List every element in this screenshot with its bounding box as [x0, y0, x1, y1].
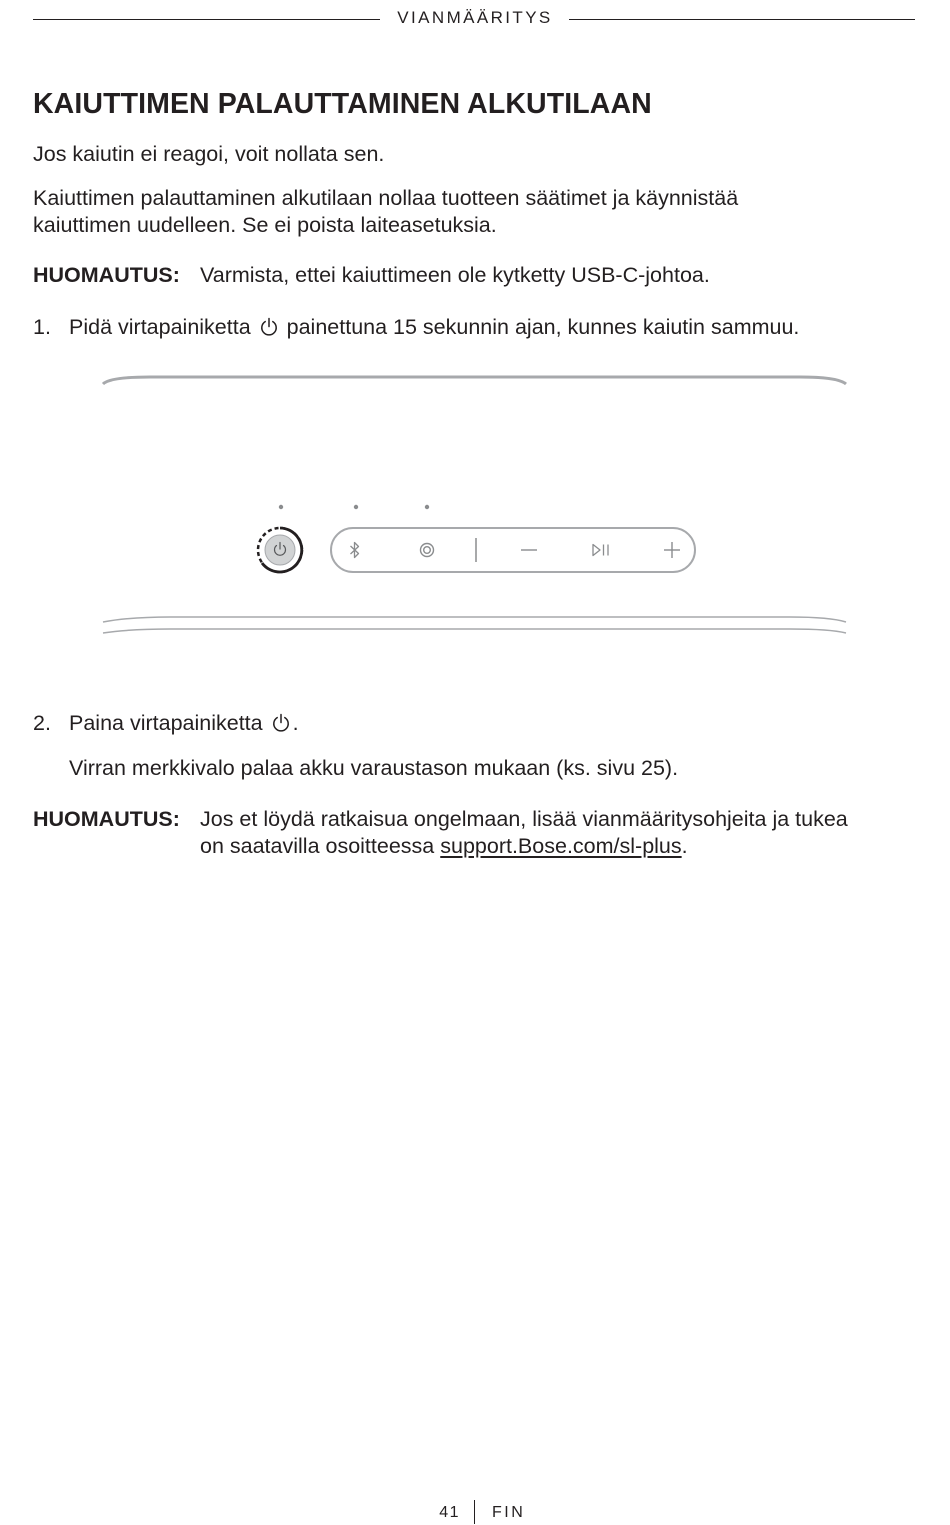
step-1-text-after: painettuna 15 sekunnin ajan, kunnes kaiutin sammuu.: [286, 315, 800, 339]
language-code: FIN: [492, 1504, 526, 1521]
header-rule-left: [33, 19, 380, 20]
note-label: HUOMAUTUS:: [33, 807, 180, 831]
power-button: [258, 528, 302, 572]
power-icon: [259, 317, 279, 337]
note-text-line-2: [200, 833, 688, 860]
step-2-text-after: .: [292, 711, 299, 735]
step-2-text: [69, 710, 299, 737]
footer-divider: [474, 1500, 475, 1524]
page-title: KAIUTTIMEN PALAUTTAMINEN ALKUTILAAN: [33, 88, 652, 120]
step-1-text-before: Pidä virtapainiketta: [69, 315, 251, 339]
note-text-line-2-before: on saatavilla osoitteessa: [200, 834, 435, 858]
support-link[interactable]: support.Bose.com/sl-plus: [440, 834, 682, 858]
page-number: 41: [439, 1504, 460, 1521]
step-2-text-before: Paina virtapainiketta: [69, 711, 263, 735]
step-1-text: [69, 314, 799, 341]
section-header: VIANMÄÄRITYS: [397, 8, 553, 27]
intro-text: Jos kaiutin ei reagoi, voit nollata sen.: [33, 142, 385, 166]
note-text-line-1: Jos et löydä ratkaisua ongelmaan, lisää vianmääritysohjeita ja tukea: [200, 807, 848, 831]
description-line-2: kaiuttimen uudelleen. Se ei poista laiteasetuksia.: [33, 213, 497, 237]
speaker-illustration: [0, 360, 950, 650]
step-2-number: 2.: [33, 711, 51, 735]
step-1-number: 1.: [33, 315, 51, 339]
power-icon: [271, 713, 291, 733]
header-rule-right: [569, 19, 915, 20]
description-line-1: Kaiuttimen palauttaminen alkutilaan nollaa tuotteen säätimet ja käynnistää: [33, 186, 739, 210]
note-text-line-2-after: .: [681, 834, 688, 858]
note-label: HUOMAUTUS:: [33, 263, 180, 287]
note-text: Varmista, ettei kaiuttimeen ole kytketty USB-C-johtoa.: [200, 263, 710, 287]
step-2-detail: Virran merkkivalo palaa akku varaustason mukaan (ks. sivu 25).: [69, 756, 679, 780]
button-panel: [331, 528, 695, 572]
